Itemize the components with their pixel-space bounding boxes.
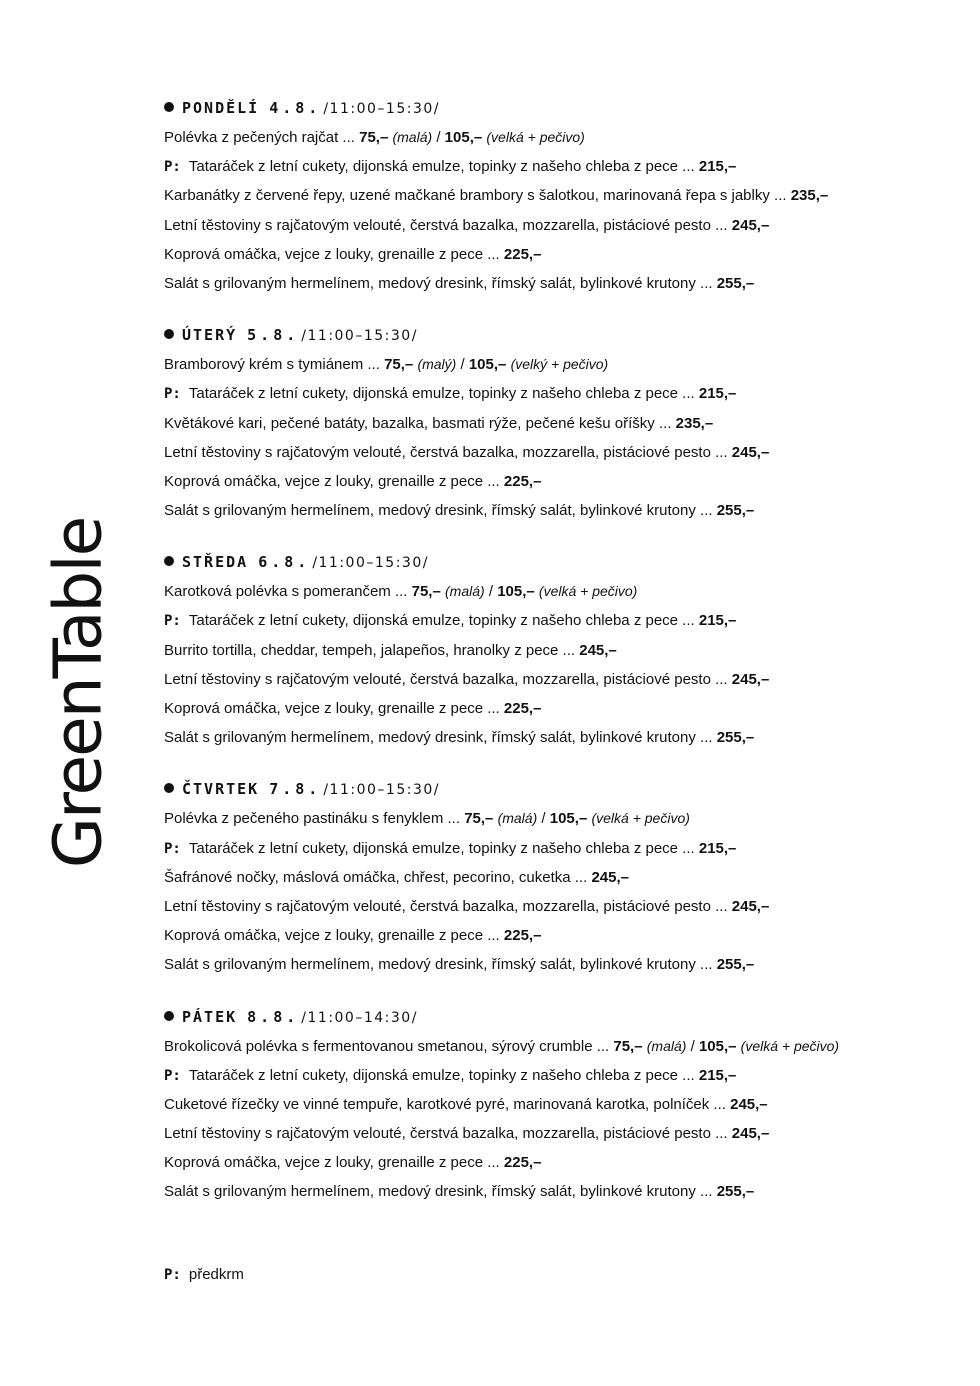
day-date: 4.8. [269,99,322,117]
menu-item-price: 225,– [503,700,542,717]
soup-item [164,804,954,833]
starter-tag: P: [164,1067,181,1084]
soup-name: Polévka z pečených rajčat ... [164,129,355,146]
starter-tag: P: [164,159,181,176]
day-section [164,775,954,979]
day-hours: /11:00–14:30/ [301,1009,418,1026]
starter-name: Tataráček z letní cukety, dijonská emulze, topinky z našeho chleba z pece ... [188,158,695,176]
soup-price-small: 75,– [359,129,389,146]
starter-name: Tataráček z letní cukety, dijonská emulze, topinky z našeho chleba z pece ... [188,612,695,630]
starter-name: Tataráček z letní cukety, dijonská emulze, topinky z našeho chleba z pece ... [188,385,695,403]
menu-item [164,1119,954,1148]
day-name: PONDĚLÍ [182,99,260,117]
soup-price-small: 75,– [613,1037,643,1055]
menu-item [164,409,954,438]
bullet-icon [164,102,174,112]
menu-item-name: Cuketové řízečky ve vinné tempuře, karotkové pyré, marinovaná karotka, polníček ... [164,1095,726,1113]
menu-item [164,467,954,496]
menu-item [164,240,954,269]
starter-item [164,606,954,635]
menu-item [164,694,954,723]
menu-item [164,950,954,979]
day-section [164,548,954,752]
brand-logo [18,498,138,888]
menu-item [164,723,954,752]
weekly-menu [164,94,954,1230]
menu-item-price: 225,– [503,472,542,490]
soup-name: Polévka z pečeného pastináku s fenyklem ... [164,810,461,828]
bullet-icon [164,783,174,793]
menu-item-price: 255,– [716,956,755,974]
starter-item [164,152,954,181]
menu-item [164,1148,954,1177]
soup-item [164,577,954,606]
menu-item [164,438,954,467]
soup-note-small: (malá) [497,810,538,827]
starter-price: 215,– [698,839,737,857]
menu-item-name: Koprová omáčka, vejce z louky, grenaille z pece ... [164,927,500,945]
menu-item-price: 235,– [675,414,714,432]
starter-item [164,834,954,863]
menu-item-price: 255,– [716,1183,755,1201]
day-section [164,94,954,298]
day-date: 6.8. [258,553,311,572]
starter-price: 215,– [698,158,737,176]
day-hours: /11:00–15:30/ [301,328,418,345]
day-name: STŘEDA [182,553,249,572]
menu-item-price: 225,– [503,245,542,263]
soup-price-large: 105,– [468,356,507,374]
soup-note-small: (malá) [445,583,485,600]
day-heading [164,548,954,577]
day-hours: /11:00–15:30/ [323,782,440,799]
menu-item-name: Salát s grilovaným hermelínem, medový dresink, římský salát, bylinkové krutony ... [164,956,713,974]
soup-separator: / [541,810,546,828]
menu-item-name: Salát s grilovaným hermelínem, medový dresink, římský salát, bylinkové krutony ... [164,729,713,747]
menu-item-price: 255,– [716,502,755,520]
day-date: 8.8. [247,1007,300,1026]
soup-note-small: (malá) [646,1037,687,1054]
starter-price: 215,– [698,612,737,630]
menu-item-price: 245,– [730,1095,768,1113]
day-hours: /11:00–15:30/ [312,555,429,572]
day-name: ČTVRTEK [182,780,260,799]
day-heading [164,775,954,804]
menu-item-name: Koprová omáčka, vejce z louky, grenaille z pece ... [164,1154,500,1172]
menu-item-name: Letní těstoviny s rajčatovým velouté, čerstvá bazalka, mozzarella, pistáciové pesto ... [164,443,728,461]
day-heading [164,1003,954,1032]
starter-tag: P: [164,386,181,403]
day-section [164,1003,954,1207]
soup-price-large: 105,– [444,129,483,146]
menu-item [164,1177,954,1206]
soup-price-small: 75,– [384,356,414,374]
soup-price-small: 75,– [411,583,441,601]
starter-price: 215,– [698,385,737,403]
soup-item [164,1032,954,1061]
brand-name: GreenTable [39,517,117,869]
day-date: 7.8. [269,780,322,799]
menu-item-price: 255,– [716,274,755,292]
soup-name: Brokolicová polévka s fermentovanou smetanou, sýrový crumble ... [164,1037,610,1055]
menu-item-name: Letní těstoviny s rajčatovým velouté, čerstvá bazalka, mozzarella, pistáciové pesto ... [164,216,728,234]
soup-note-large: (velká + pečivo) [740,1037,840,1054]
day-heading [164,321,954,350]
menu-item-price: 255,– [716,729,755,747]
soup-name: Karotková polévka s pomerančem ... [164,583,408,601]
menu-item-price: 245,– [731,443,770,461]
starter-name: Tataráček z letní cukety, dijonská emulze, topinky z našeho chleba z pece ... [188,1066,695,1084]
menu-item [164,921,954,950]
legend-tag: P: [164,1267,181,1283]
menu-item-price: 245,– [591,868,629,886]
day-date: 5.8. [247,326,300,345]
menu-item-name: Letní těstoviny s rajčatovým velouté, čerstvá bazalka, mozzarella, pistáciové pesto ... [164,897,728,915]
menu-item [164,496,954,525]
menu-item-price: 245,– [731,1125,770,1143]
bullet-icon [164,556,174,566]
soup-price-large: 105,– [698,1037,737,1055]
menu-item-name: Salát s grilovaným hermelínem, medový dresink, římský salát, bylinkové krutony ... [164,274,713,292]
soup-note-large: (velká + pečivo) [591,810,690,827]
starter-tag: P: [164,613,181,630]
day-name: PÁTEK [182,1007,238,1026]
starter-name: Tataráček z letní cukety, dijonská emulze, topinky z našeho chleba z pece ... [188,839,695,857]
soup-price-large: 105,– [549,810,588,828]
menu-item-name: Letní těstoviny s rajčatovým velouté, čerstvá bazalka, mozzarella, pistáciové pesto ... [164,670,728,688]
soup-name: Bramborový krém s tymiánem ... [164,356,380,374]
menu-item-price: 225,– [503,927,542,945]
menu-item-name: Koprová omáčka, vejce z louky, grenaille z pece ... [164,700,500,717]
soup-note-small: (malý) [417,356,457,373]
starter-item [164,379,954,408]
menu-item [164,211,954,240]
starter-tag: P: [164,840,181,857]
menu-item [164,863,954,892]
menu-item-name: Koprová omáčka, vejce z louky, grenaille z pece ... [164,245,500,263]
legend [164,1266,244,1283]
soup-separator: / [460,356,465,374]
menu-item-name: Salát s grilovaným hermelínem, medový dresink, římský salát, bylinkové krutony ... [164,502,713,520]
day-section [164,321,954,525]
day-heading [164,94,954,123]
bullet-icon [164,1011,174,1021]
starter-item [164,1061,954,1090]
menu-item [164,1090,954,1119]
soup-price-large: 105,– [497,583,535,601]
menu-item-name: Koprová omáčka, vejce z louky, grenaille z pece ... [164,472,500,490]
soup-note-large: (velká + pečivo) [538,583,638,600]
menu-item [164,269,954,298]
menu-item-price: 235,– [790,187,829,205]
starter-price: 215,– [698,1066,737,1084]
bullet-icon [164,329,174,339]
menu-item-name: Květákové kari, pečené batáty, bazalka, basmati rýže, pečené kešu oříšky ... [164,414,672,432]
soup-separator: / [488,583,494,601]
legend-text: předkrm [188,1266,244,1283]
soup-separator: / [436,129,441,146]
menu-item [164,636,954,665]
soup-item [164,350,954,379]
menu-item-price: 245,– [731,670,770,688]
menu-item [164,892,954,921]
soup-note-small: (malá) [392,129,433,145]
soup-note-large: (velký + pečivo) [510,356,609,373]
menu-item [164,181,954,210]
menu-item-price: 245,– [731,216,770,234]
soup-note-large: (velká + pečivo) [486,129,585,145]
soup-price-small: 75,– [464,810,494,828]
menu-item-price: 225,– [503,1154,542,1172]
soup-separator: / [690,1037,695,1055]
menu-item-name: Salát s grilovaným hermelínem, medový dresink, římský salát, bylinkové krutony ... [164,1183,713,1201]
day-hours: /11:00–15:30/ [323,101,440,117]
soup-item [164,123,954,152]
menu-item-name: Šafránové nočky, máslová omáčka, chřest, pecorino, cuketka ... [164,868,588,886]
menu-item-price: 245,– [579,641,617,659]
menu-item-name: Karbanátky z červené řepy, uzené mačkané brambory s šalotkou, marinovaná řepa s jablky ... [164,187,787,205]
menu-item-price: 245,– [731,897,770,915]
menu-item-name: Burrito tortilla, cheddar, tempeh, jalapeños, hranolky z pece ... [164,641,576,659]
menu-item [164,665,954,694]
menu-item-name: Letní těstoviny s rajčatovým velouté, čerstvá bazalka, mozzarella, pistáciové pesto ... [164,1125,728,1143]
day-name: ÚTERÝ [182,326,238,345]
